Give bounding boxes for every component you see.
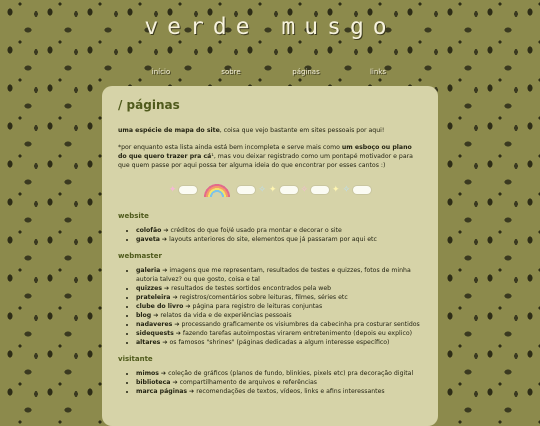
arrow-icon: ➔ [151,312,161,319]
page-list [118,369,422,396]
arrow-icon: ➔ [160,339,170,346]
nav-link-links[interactable]: links [369,68,387,76]
sparkle-icon: ✦ [268,185,277,195]
list-item-desc: layouts anteriores do site, elementos que já passaram por aqui etc [169,236,377,243]
page-link[interactable]: altares [136,339,161,346]
page-link[interactable]: clube do livro [136,303,184,310]
list-item [136,226,422,235]
list-item [136,235,422,244]
sparkle-icon: ✧ [342,185,351,195]
list-item [136,320,422,329]
note-paragraph [118,143,422,170]
nav-link-inicio[interactable]: início [151,68,171,76]
section-webmaster [118,252,422,347]
arrow-icon: ➔ [161,227,171,234]
cloud-icon [311,186,329,194]
list-item-desc: coleção de gráficos (planos de fundo, blinkies, pixels etc) pra decoração digital [168,370,414,377]
nav-link-paginas[interactable]: páginas [292,68,320,76]
page-link[interactable]: gaveta [136,236,160,243]
nav-link-sobre[interactable]: sobre [221,68,241,76]
list-item [136,387,422,396]
page-link[interactable]: sidequests [136,330,174,337]
page-link[interactable]: mimos [136,370,159,377]
section-visitante [118,355,422,396]
note-text-a: *por enquanto esta lista ainda está bem incompleta e serve mais como [118,144,342,151]
arrow-icon: ➔ [159,236,170,243]
section-title: webmaster [118,252,162,260]
main-nav [0,68,540,84]
site-title: verde musgo [144,14,396,40]
list-item-desc: página para registro de leituras conjuntas [192,303,323,310]
list-item [136,302,422,311]
list-item [136,378,422,387]
intro-paragraph [118,126,422,135]
arrow-icon: ➔ [173,330,183,337]
arrow-icon: ➔ [172,321,182,328]
list-item [136,293,422,302]
cloud-icon [280,186,298,194]
list-item-desc: compartilhamento de arquivos e referências [179,379,317,386]
page-link[interactable]: galeria [136,267,161,274]
cloud-icon [237,186,255,194]
page-list [118,226,422,244]
section-title: visitante [118,355,153,363]
sparkle-icon: ✦ [332,185,340,195]
list-item [136,284,422,293]
page-title: / páginas [118,98,180,112]
page-list [118,266,422,347]
sparkle-icon: ✧ [258,185,266,195]
note-text-b: ¹, mas vou deixar registrado como um pontapé motivador e para que quem passe por aqui possa ter alguma ideia do que encontrar por esses cantos :) [118,153,413,169]
page-link[interactable]: colofão [136,227,162,234]
content-panel [102,86,438,426]
list-item [136,266,422,284]
arrow-icon: ➔ [158,370,169,377]
list-item-desc: os famosos "shrines" (páginas dedicadas a algum interesse específico) [169,339,390,346]
sparkle-icon: ✧ [300,185,309,195]
list-item [136,311,422,320]
list-item-desc: processando graficamente os visiumbres da cabecinha pra costurar sentidos [181,321,420,328]
note-bold: um esboço ou plano do que quero trazer pra cá [118,144,412,160]
list-item-desc: créditos do que foi/é usado pra montar e decorar o site [170,227,342,234]
list-item [136,338,422,347]
list-item-desc: fazendo tarefas autoimpostas virarem entretenimento (depois eu explico) [182,330,413,337]
page-link[interactable]: quizzes [136,285,163,292]
list-item [136,329,422,338]
arrow-icon: ➔ [170,379,180,386]
list-item [136,369,422,378]
section-website [118,212,422,244]
arrow-icon: ➔ [160,267,170,274]
page-link[interactable]: prateleira [136,294,171,301]
decorative-divider [118,182,422,198]
page-link[interactable]: blog [136,312,152,319]
list-item-desc: registros/comentários sobre leituras, filmes, séries etc [179,294,348,301]
arrow-icon: ➔ [162,285,172,292]
page-link[interactable]: marca páginas [136,388,188,395]
arrow-icon: ➔ [183,303,193,310]
page-link[interactable]: biblioteca [136,379,171,386]
section-title: website [118,212,149,220]
list-item-desc: recomendações de textos, vídeos, links e afins interessantes [196,388,385,395]
cloud-icon [179,186,197,194]
rainbow-icon [200,183,234,197]
list-item-desc: relatos da vida e de experiências pessoais [160,312,292,319]
arrow-icon: ➔ [170,294,180,301]
intro-bold: uma espécie de mapa do site [118,127,220,134]
cloud-icon [353,186,371,194]
sparkle-icon: ✦ [168,185,177,195]
intro-text: , coisa que vejo bastante em sites pessoais por aqui! [219,127,385,134]
arrow-icon: ➔ [187,388,197,395]
list-item-desc: resultados de testes sortidos encontrados pela web [171,285,332,292]
list-item-desc: imagens que me representam, resultados de testes e quizzes, fotos de minha autoria talvez? ou que gosto, coisa e tal [136,267,411,283]
page-link[interactable]: nadaveres [136,321,173,328]
